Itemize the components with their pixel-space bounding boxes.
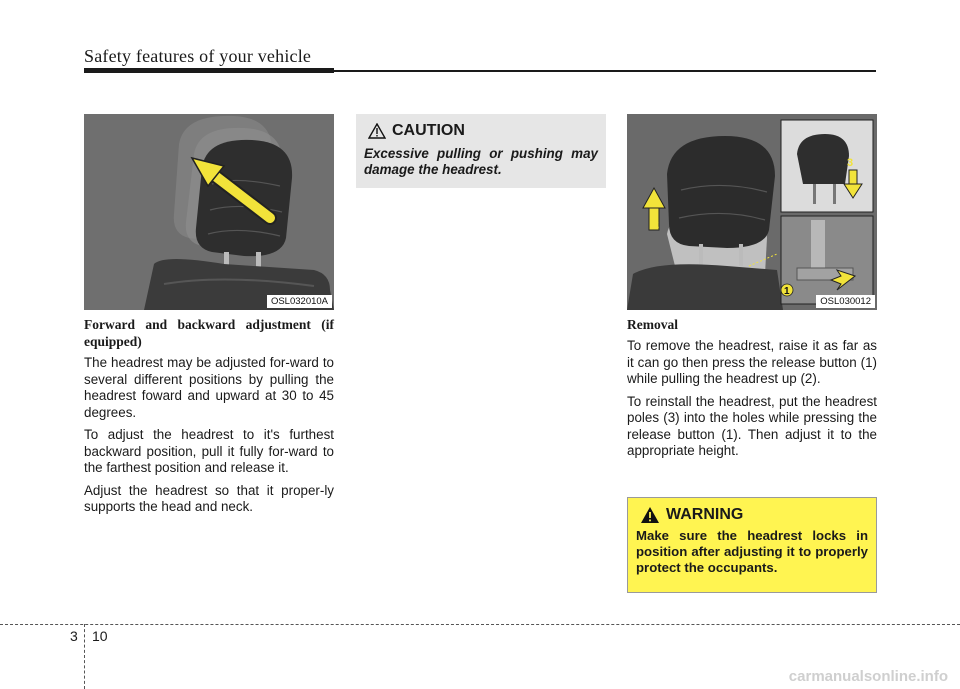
warning-title-row [640, 506, 868, 524]
headrest-removal-illustration [627, 114, 877, 310]
caution-title: CAUTION [392, 122, 465, 139]
left-paragraph-3: Adjust the headrest so that it proper-ly supports the head and neck. [84, 482, 334, 514]
right-text-column [627, 316, 877, 460]
callout-1: 1 [784, 286, 790, 297]
removal-subhead: Removal [627, 317, 678, 332]
figure-code-right: OSL030012 [816, 295, 875, 308]
page-number: 10 [92, 628, 108, 644]
callout-3: 3 [847, 157, 854, 169]
left-paragraph-2: To adjust the headrest to it's furthest backward position, pull it fully for-ward to the farthest position and release it. [84, 427, 334, 475]
left-paragraph-1: The headrest may be adjusted for-ward to several different positions by pulling the headrest foward and upward at 30 to 45 degrees. [84, 355, 334, 420]
headrest-adjust-figure [84, 114, 334, 310]
left-text-column [84, 316, 334, 516]
footer-dashed-rule [0, 624, 960, 625]
right-paragraph-2: To reinstall the headrest, put the headrest poles (3) into the holes while pressing the release button (1). Then adjust it to the appropriate height. [627, 393, 877, 458]
caution-text: Excessive pulling or pushing may damage the headrest. [364, 146, 598, 177]
callout-2: 2 [653, 219, 660, 231]
footer-dashed-divider [84, 624, 85, 689]
caution-title-row [368, 122, 598, 140]
headrest-adjust-illustration [84, 114, 334, 310]
forward-backward-subhead: Forward and backward adjustment (if equipped) [84, 317, 334, 349]
warning-title: WARNING [666, 506, 744, 523]
chapter-number: 3 [70, 628, 78, 644]
caution-box [356, 114, 606, 188]
headrest-removal-figure [627, 114, 877, 310]
warning-triangle-icon [640, 506, 660, 524]
figure-code-left: OSL032010A [267, 295, 332, 308]
warning-box [627, 497, 877, 593]
header-rule-thick [84, 68, 334, 73]
page-header-title: Safety features of your vehicle [84, 46, 312, 66]
site-watermark: carmanualsonline.info [788, 668, 948, 685]
caution-triangle-icon [368, 123, 386, 139]
warning-text: Make sure the headrest locks in position after adjusting it to properly protect the occupants. [636, 528, 868, 575]
right-paragraph-1: To remove the headrest, raise it as far as it can go then press the release button (1) while pulling the headrest up (2). [627, 338, 877, 386]
header-rule-thin [334, 70, 876, 72]
